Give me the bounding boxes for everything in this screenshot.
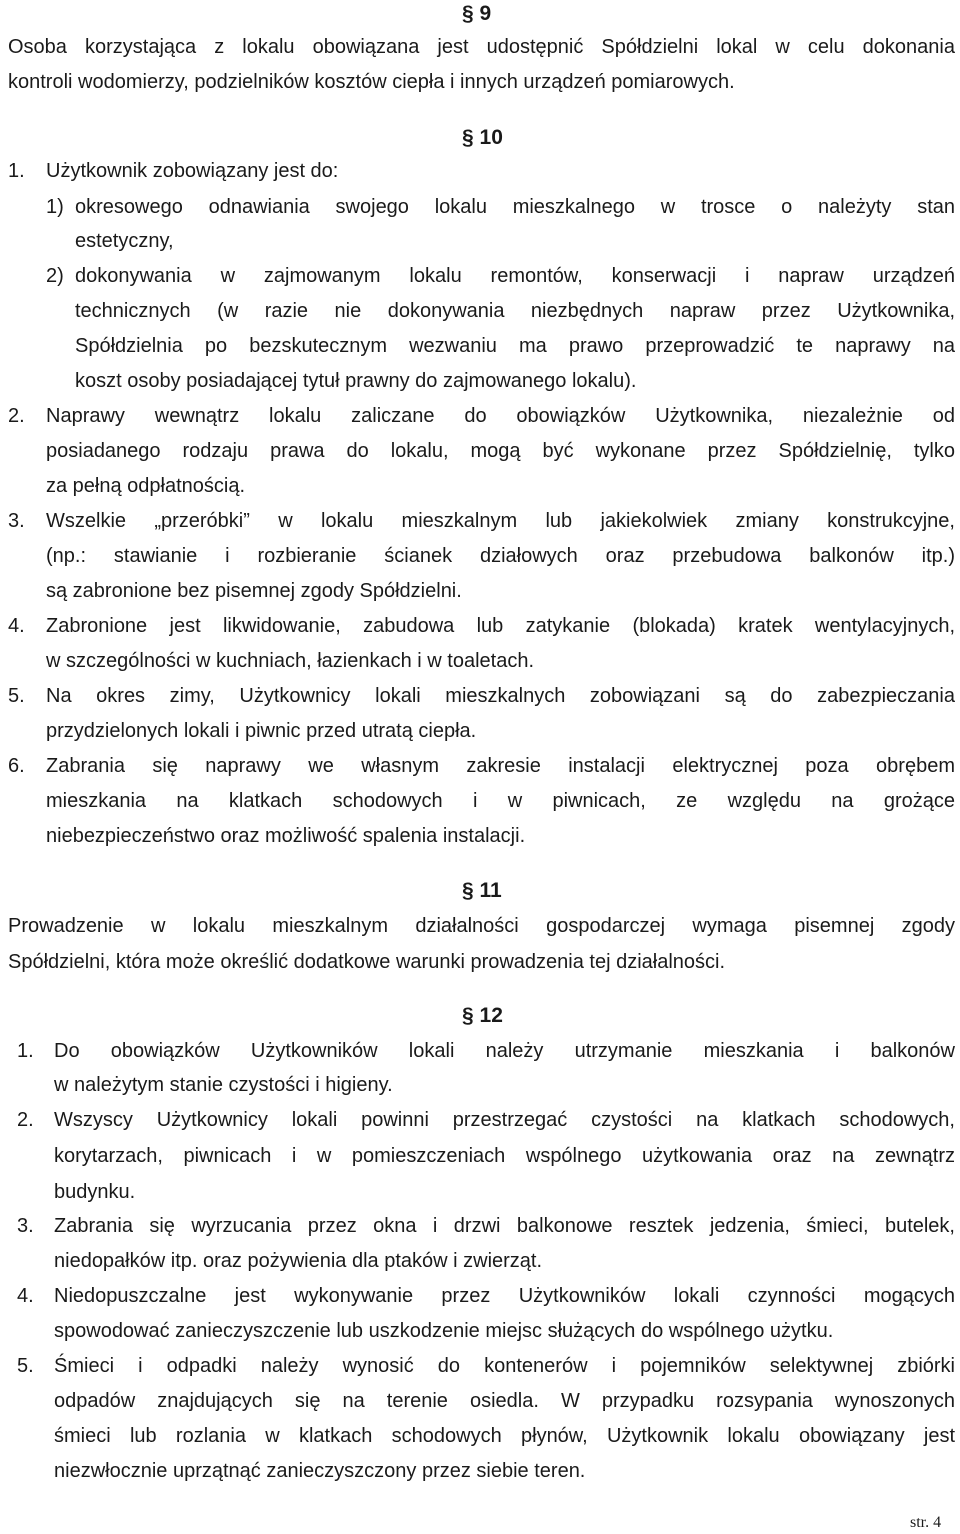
list-item-number: 1. xyxy=(8,160,25,182)
list-item-text: w należytym stanie czystości i higieny. xyxy=(54,1074,393,1096)
list-item-text: Wszelkie „przeróbki” w lokalu mieszkalnym lub jakiekolwiek zmiany konstrukcyjne, xyxy=(46,510,955,532)
list-item-text: (np.: stawianie i rozbieranie ścianek działowych oraz przebudowa balkonów itp.) xyxy=(46,545,955,567)
section-heading-12: § 12 xyxy=(462,1004,503,1027)
list-item-text: Do obowiązków Użytkowników lokali należy utrzymanie mieszkania i balkonów xyxy=(54,1040,955,1062)
subitem-number: 1) xyxy=(46,196,64,218)
page-number: str. 4 xyxy=(910,1514,942,1531)
paragraph-line: kontroli wodomierzy, podzielników kosztów ciepła i innych urządzeń pomiarowych. xyxy=(8,71,735,93)
list-item-text: budynku. xyxy=(54,1181,136,1203)
list-item-text: posiadanego rodzaju prawa do lokalu, mogą być wykonane przez Spółdzielnię, tylko xyxy=(46,440,955,462)
list-item-text: Niedopuszczalne jest wykonywanie przez Użytkowników lokali czynności mogących xyxy=(54,1285,955,1307)
list-item-text: Użytkownik zobowiązany jest do: xyxy=(46,160,339,182)
list-item-text: odpadów znajdujących się na terenie osiedla. W przypadku rozsypania wynoszonych xyxy=(54,1390,955,1412)
list-item-text: są zabronione bez pisemnej zgody Spółdzielni. xyxy=(46,580,462,602)
subitem-number: 2) xyxy=(46,265,64,287)
list-item-text: niedopałków itp. oraz pożywienia dla ptaków i zwierząt. xyxy=(54,1250,543,1272)
section-heading-10: § 10 xyxy=(462,126,503,149)
paragraph-line: Osoba korzystająca z lokalu obowiązana jest udostępnić Spółdzielni lokal w celu dokonania xyxy=(8,36,955,58)
paragraph-line: Prowadzenie w lokalu mieszkalnym działalności gospodarczej wymaga pisemnej zgody xyxy=(8,915,955,937)
list-item-text: przydzielonych lokali i piwnic przed utratą ciepła. xyxy=(46,720,477,742)
list-item-text: niebezpieczeństwo oraz możliwość spalenia instalacji. xyxy=(46,825,526,847)
list-item-text: Śmieci i odpadki należy wynosić do kontenerów i pojemników selektywnej zbiórki xyxy=(54,1355,955,1377)
paragraph-line: Spółdzielni, która może określić dodatkowe warunki prowadzenia tej działalności. xyxy=(8,951,726,973)
list-item-text: korytarzach, piwnicach i w pomieszczeniach wspólnego użytkowania oraz na zewnątrz xyxy=(54,1145,955,1167)
list-item-text: spowodować zanieczyszczenie lub uszkodzenie miejsc służących do wspólnego użytku. xyxy=(54,1320,834,1342)
section-heading-11: § 11 xyxy=(462,879,502,902)
subitem-text: technicznych (w razie nie dokonywania niezbędnych napraw przez Użytkownika, xyxy=(75,300,955,322)
list-item-number: 4. xyxy=(17,1285,34,1307)
list-item-text: niezwłocznie uprzątnąć zanieczyszczony przez siebie teren. xyxy=(54,1460,586,1482)
list-item-number: 6. xyxy=(8,755,25,777)
subitem-text: koszt osoby posiadającej tytuł prawny do zajmowanego lokalu). xyxy=(75,370,637,392)
list-item-text: Wszyscy Użytkownicy lokali powinni przestrzegać czystości na klatkach schodowych, xyxy=(54,1109,955,1131)
list-item-text: Zabrania się wyrzucania przez okna i drzwi balkonowe resztek jedzenia, śmieci, butelek, xyxy=(54,1215,955,1237)
list-item-text: mieszkania na klatkach schodowych i w piwnicach, ze względu na grożące xyxy=(46,790,955,812)
section-heading-9: § 9 xyxy=(462,2,492,25)
list-item-text: za pełną odpłatnością. xyxy=(46,475,246,497)
list-item-text: Zabronione jest likwidowanie, zabudowa lub zatykanie (blokada) kratek wentylacyjnych, xyxy=(46,615,955,637)
list-item-number: 1. xyxy=(17,1040,34,1062)
subitem-text: estetyczny, xyxy=(75,230,174,252)
list-item-number: 3. xyxy=(8,510,25,532)
list-item-text: śmieci lub rozlania w klatkach schodowych płynów, Użytkownik lokalu obowiązany jest xyxy=(54,1425,955,1447)
subitem-text: dokonywania w zajmowanym lokalu remontów, konserwacji i napraw urządzeń xyxy=(75,265,955,287)
list-item-number: 4. xyxy=(8,615,25,637)
list-item-text: Zabrania się naprawy we własnym zakresie instalacji elektrycznej poza obrębem xyxy=(46,755,955,777)
subitem-text: okresowego odnawiania swojego lokalu mieszkalnego w trosce o należyty stan xyxy=(75,196,955,218)
list-item-text: w szczególności w kuchniach, łazienkach i w toaletach. xyxy=(46,650,535,672)
list-item-number: 2. xyxy=(8,405,25,427)
list-item-text: Naprawy wewnątrz lokalu zaliczane do obowiązków Użytkownika, niezależnie od xyxy=(46,405,955,427)
list-item-number: 2. xyxy=(17,1109,34,1131)
list-item-number: 3. xyxy=(17,1215,34,1237)
list-item-text: Na okres zimy, Użytkownicy lokali mieszkalnych zobowiązani są do zabezpieczania xyxy=(46,685,955,707)
list-item-number: 5. xyxy=(8,685,25,707)
list-item-number: 5. xyxy=(17,1355,34,1377)
subitem-text: Spółdzielnia po bezskutecznym wezwaniu ma prawo przeprowadzić te naprawy na xyxy=(75,335,955,357)
